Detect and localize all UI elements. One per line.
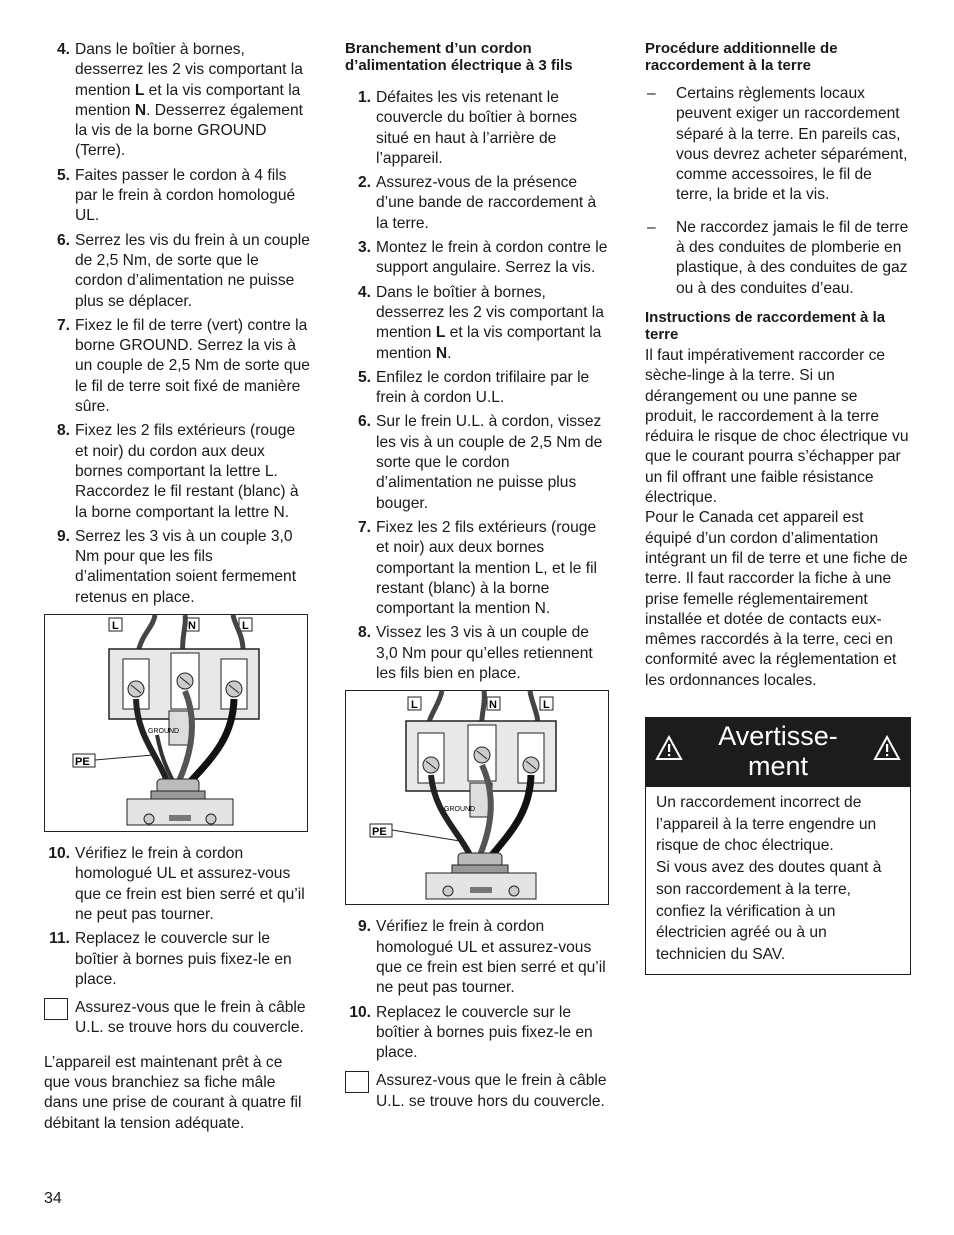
step-text: Montez le frein à cordon contre le support angulaire. Serrez la vis. bbox=[376, 239, 608, 277]
step-number: 4. bbox=[357, 283, 371, 301]
column-left bbox=[44, 40, 310, 1134]
list-item bbox=[345, 173, 610, 234]
step-number: 4. bbox=[56, 41, 70, 58]
list-item bbox=[345, 283, 610, 364]
list-item bbox=[345, 412, 610, 513]
warning-text: Un raccordement incorrect de l’appareil à la terre engendre un risque de choc électrique. bbox=[656, 794, 877, 855]
list-item bbox=[44, 527, 310, 608]
list-item bbox=[44, 421, 310, 522]
step-number: 5. bbox=[56, 166, 70, 184]
checklist-text: Assurez-vous que le frein à câble U.L. se trouve hors du couvercle. bbox=[376, 1072, 607, 1110]
step-number: 7. bbox=[357, 518, 371, 536]
step-number: 1. bbox=[357, 89, 371, 106]
step-number: 3. bbox=[357, 239, 371, 257]
warning-triangle-icon bbox=[655, 735, 683, 761]
warning-title bbox=[685, 721, 871, 781]
list-item bbox=[345, 1003, 610, 1064]
label-ground: GROUND bbox=[444, 806, 476, 814]
step-text: Dans le boîtier à bornes, desserrez les 2 vis comportant la mention L et la vis comportant la mention N. bbox=[376, 283, 604, 362]
section-heading-3-wire: Branchement d’un cordon d’alimentation électrique à 3 fils bbox=[345, 40, 573, 74]
step-number: 10. bbox=[48, 845, 70, 863]
step-text: Fixez les 2 fils extérieurs (rouge et noir) aux deux bornes comportant la mention L, et le fil restant (blanc) à la borne comportant la mention N. bbox=[376, 518, 598, 618]
warning-header bbox=[645, 717, 911, 787]
list-item bbox=[345, 917, 610, 998]
step-text: Replacez le couvercle sur le boîtier à bornes puis fixez-le en place. bbox=[75, 930, 292, 988]
section-heading-grounding-instructions: Instructions de raccordement à la terre bbox=[645, 308, 886, 343]
list-item bbox=[44, 844, 310, 925]
step-text: Serrez les vis du frein à un couple de 2,5 Nm, de sorte que le cordon d’alimentation ne puisse plus se déplacer. bbox=[75, 231, 310, 310]
label-l-left: L bbox=[411, 699, 418, 712]
dash-bullet: – bbox=[647, 85, 656, 102]
step-number: 9. bbox=[56, 527, 70, 545]
dash-text: Ne raccordez jamais le fil de terre à des conduites de plomberie en plastique, à des conduites de gaz ou à des conduites d’eau. bbox=[676, 218, 909, 297]
grounding-paragraph: Il faut impérativement raccorder ce sèche-linge à la terre. Si un dérangement ou une panne se produit, le raccordement à la terre réduira le risque de choc électrique vu que le courant pourra s’échapper par un fil offrant une faible résistance électrique. bbox=[645, 346, 909, 507]
label-l-right: L bbox=[242, 620, 249, 633]
terminal-block-figure-3-wire bbox=[345, 690, 609, 905]
canada-paragraph: Pour le Canada cet appareil est équipé d’un cordon d’alimentation intégrant un fil de terre et une fiche de terre. Il faut raccorder la fiche à une prise femelle réglementairement installée et dotée de contacts eux-mêmes raccordés à la terre, ceci en conformité avec la réglementation et les ordonnances locales. bbox=[645, 509, 908, 689]
step-text: Serrez les 3 vis à un couple 3,0 Nm pour que les fils d’alimentation soient fermement retenus en place. bbox=[75, 527, 297, 606]
step-number: 2. bbox=[357, 174, 371, 192]
label-n: N bbox=[489, 699, 497, 712]
step-number: 8. bbox=[357, 624, 371, 642]
dash-bullet: – bbox=[647, 218, 656, 236]
step-text: Défaites les vis retenant le couvercle du boîtier à bornes situé en haut à l’arrière de l’appareil. bbox=[376, 89, 578, 167]
step-text: Fixez les 2 fils extérieurs (rouge et noir) du cordon aux deux bornes comportant la lettre L. Raccordez le fil restant (blanc) à la borne comportant la lettre N. bbox=[75, 422, 299, 521]
step-list-3-wire bbox=[345, 88, 610, 684]
label-l-right: L bbox=[543, 699, 550, 712]
list-item bbox=[645, 218, 911, 299]
label-l-left: L bbox=[112, 620, 119, 633]
checklist-note bbox=[345, 1071, 610, 1112]
step-text: Sur le frein U.L. à cordon, vissez les vis à un couple de 2,5 Nm de sorte que le cordon d’alimentation ne puisse plus bouger. bbox=[376, 413, 603, 512]
list-item bbox=[44, 231, 310, 312]
label-n: N bbox=[188, 620, 196, 633]
list-item bbox=[645, 84, 911, 206]
list-item bbox=[345, 88, 610, 169]
terminal-block-illustration bbox=[346, 691, 608, 904]
step-list-4-wire bbox=[44, 40, 310, 608]
step-text: Vissez les 3 vis à un couple de 3,0 Nm pour qu’elles retiennent les fils bien en place. bbox=[376, 624, 593, 683]
step-text: Assurez-vous de la présence d’une bande de raccordement à la terre. bbox=[376, 174, 597, 232]
list-item bbox=[345, 368, 610, 409]
list-item bbox=[44, 929, 310, 990]
step-number: 7. bbox=[56, 316, 70, 334]
step-list-4-wire-continued bbox=[44, 844, 310, 990]
checklist-text: Assurez-vous que le frein à câble U.L. se trouve hors du couvercle. bbox=[75, 999, 306, 1037]
step-text: Enfilez le cordon trifilaire par le frein à cordon U.L. bbox=[376, 368, 590, 407]
dash-text: Certains règlements locaux peuvent exiger un raccordement séparé à la terre. En pareils cas, vous devrez acheter séparément, comme accessoires, le fil de terre, la bride et la vis. bbox=[676, 85, 908, 204]
step-text: Faites passer le cordon à 4 fils par le frein à cordon homologué UL. bbox=[75, 166, 296, 225]
list-item bbox=[345, 518, 610, 619]
final-paragraph: L’appareil est maintenant prêt à ce que vous branchiez sa fiche mâle dans une prise de courant à quatre fil débitant la tension adéquate. bbox=[44, 1053, 302, 1132]
list-item bbox=[345, 623, 610, 684]
warning-body bbox=[645, 787, 911, 975]
list-item bbox=[44, 40, 310, 162]
list-item bbox=[345, 238, 610, 279]
section-heading-additional-grounding: Procédure additionnelle de raccordement à la terre bbox=[645, 40, 838, 74]
checklist-note bbox=[44, 998, 310, 1039]
column-middle bbox=[345, 40, 610, 1126]
warning-text: Si vous avez des doutes quant à son raccordement à la terre, confiez la vérification à un électricien agréé ou à un technicien du SAV. bbox=[656, 859, 882, 963]
step-text: Replacez le couvercle sur le boîtier à bornes puis fixez-le en place. bbox=[376, 1003, 593, 1062]
step-text: Dans le boîtier à bornes, desserrez les 2 vis comportant la mention L et la vis comportant la mention N. Desserrez également la vis de la borne GROUND (Terre). bbox=[75, 41, 303, 160]
warning-title-line-1: Avertisse- bbox=[718, 721, 838, 752]
terminal-block-illustration bbox=[45, 615, 307, 831]
column-right bbox=[645, 40, 911, 975]
step-number: 9. bbox=[357, 918, 371, 936]
step-number: 5. bbox=[357, 368, 371, 386]
list-item bbox=[44, 316, 310, 417]
checkbox[interactable] bbox=[44, 998, 68, 1020]
terminal-block-figure-4-wire bbox=[44, 614, 308, 832]
step-text: Fixez le fil de terre (vert) contre la borne GROUND. Serrez la vis à un couple de 2,5 Nm de sorte que le fil de terre soit fixé de manière sûre. bbox=[75, 316, 310, 416]
step-number: 10. bbox=[349, 1003, 371, 1021]
warning-title-line-2: ment bbox=[747, 751, 809, 782]
step-list-3-wire-continued bbox=[345, 917, 610, 1063]
step-number: 11. bbox=[49, 930, 70, 948]
step-text: Vérifiez le frein à cordon homologué UL et assurez-vous que ce frein est bien serré et qu’il ne peut pas tourner. bbox=[376, 918, 606, 997]
warning-triangle-icon bbox=[873, 735, 901, 761]
label-pe: PE bbox=[372, 826, 387, 839]
step-number: 6. bbox=[357, 413, 371, 431]
step-number: 6. bbox=[56, 231, 70, 249]
label-pe: PE bbox=[75, 756, 90, 769]
label-ground: GROUND bbox=[148, 728, 180, 736]
step-number: 8. bbox=[56, 422, 70, 440]
step-text: Vérifiez le frein à cordon homologué UL et assurez-vous que ce frein est bien serré et qu’il ne peut pas tourner. bbox=[75, 845, 305, 923]
page-number: 34 bbox=[44, 1190, 62, 1207]
list-item bbox=[44, 166, 310, 227]
checkbox[interactable] bbox=[345, 1071, 369, 1093]
